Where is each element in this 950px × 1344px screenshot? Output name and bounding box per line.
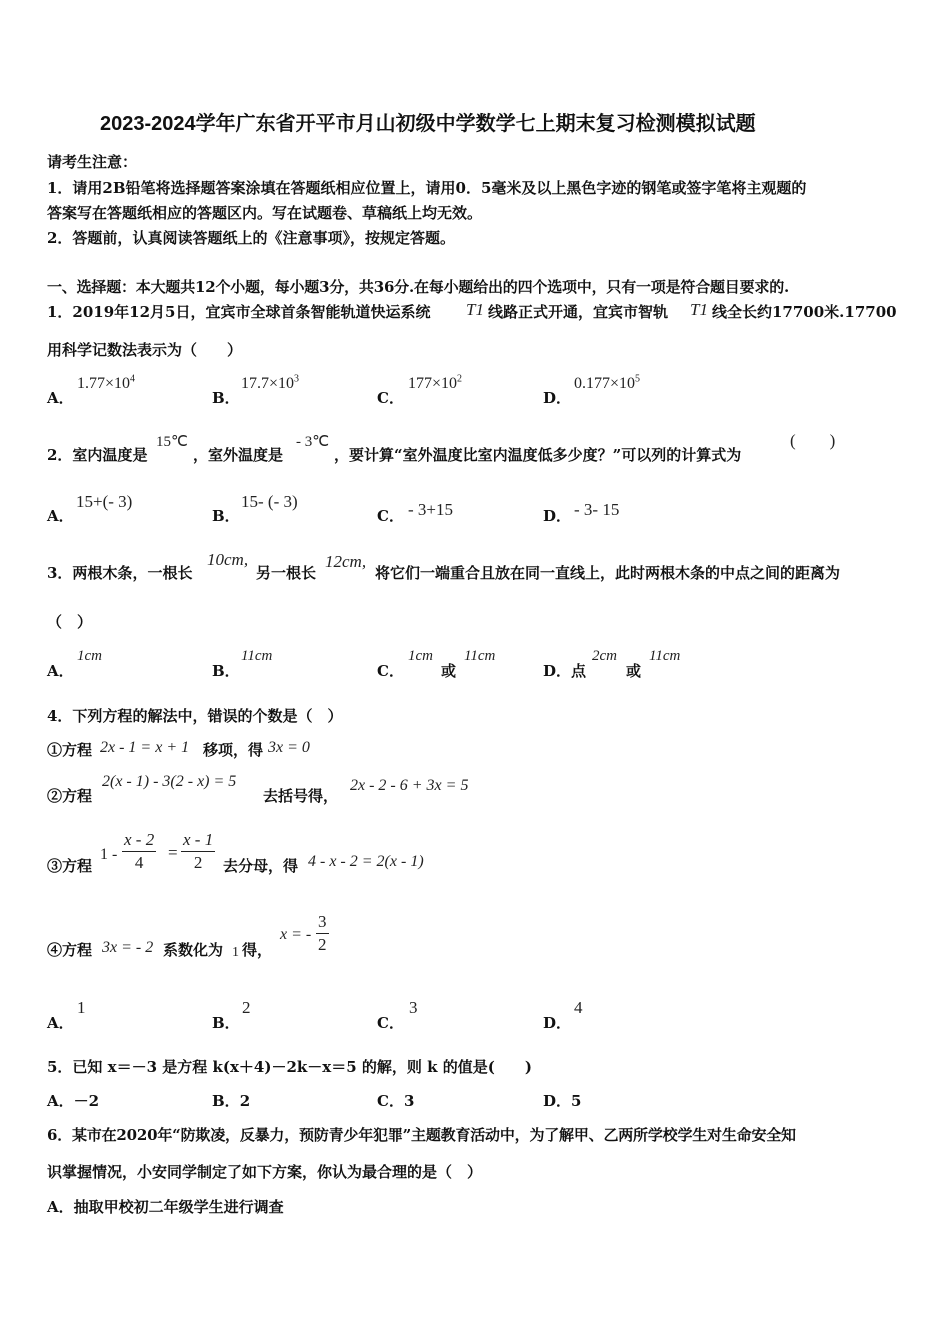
q4-option-d-value: 4 <box>574 998 583 1017</box>
q2-option-b-label: B． <box>212 507 240 525</box>
q3-text-1: 3．两根木条，一根长 <box>47 564 193 582</box>
q1-option-c-label: C． <box>377 389 404 407</box>
q4-option-c-label: C． <box>377 1014 404 1032</box>
q3-option-c-label: C． <box>377 662 404 680</box>
q4-s4-numerator: 3 <box>316 912 329 934</box>
q4-s2-prefix: ②方程 <box>47 787 93 805</box>
page-title: 2023-2024学年广东省开平市月山初级中学数学七上期末复习检测模拟试题 <box>100 113 756 135</box>
q2-text-2: ，室外温度是 <box>193 446 284 464</box>
q6-option-a: A．抽取甲校初二年级学生进行调查 <box>47 1198 284 1216</box>
q4-option-b-value: 2 <box>242 998 251 1017</box>
q3-option-b-label: B． <box>212 662 240 680</box>
q3-option-c-or: 或 <box>441 662 457 680</box>
q3-option-c-value-2: 11cm <box>464 648 496 664</box>
q3-option-b-value: 11cm <box>241 648 273 664</box>
q4-s4-equation: 3x = - 2 <box>102 939 154 956</box>
notice-line-1: 1．请用2B铅笔将选择题答案涂填在答题纸相应位置上，请用0．5毫米及以上黑色字迹的钢笔或签字笔将主观题的 <box>47 179 807 197</box>
q2-option-d-label: D． <box>543 507 572 525</box>
q2-option-a-value: 15+(- 3) <box>76 492 133 511</box>
q1-option-b-label: B． <box>212 389 240 407</box>
q4-s2-result: 2x - 2 - 6 + 3x = 5 <box>350 777 469 794</box>
q3-length-2: 12cm, <box>325 552 367 571</box>
q2-text-1: 2．室内温度是 <box>47 446 148 464</box>
q2-option-d-value: - 3- 15 <box>574 500 620 519</box>
q2-outside-temp: - 3℃ <box>296 434 330 450</box>
q3-option-d-label: D．点 <box>543 662 587 680</box>
q2-option-b-value: 15- (- 3) <box>241 492 298 511</box>
q4-s1-prefix: ①方程 <box>47 741 93 759</box>
q4-s4-denominator: 2 <box>318 935 327 954</box>
q5-option-c: C．3 <box>377 1092 415 1110</box>
q5-stem: 5．已知 x＝－3 是方程 k(x＋4)－2k－x＝5 的解，则 k 的值是( ) <box>47 1058 532 1076</box>
q4-s3-prefix: ③方程 <box>47 857 93 875</box>
q4-s2-equation: 2(x - 1) - 3(2 - x) = 5 <box>102 773 237 790</box>
q3-text-3: 将它们一端重合且放在同一直线上，此时两根木条的中点之间的距离为 <box>375 564 841 582</box>
q1-text-2: 线路正式开通，宜宾市智轨 <box>488 303 669 321</box>
q6-line-1: 6．某市在2020年“防欺凌，反暴力，预防青少年犯罪”主题教育活动中，为了解甲、乙两所学校学生对生命安全知 <box>47 1126 796 1144</box>
q4-s4-de: 得， <box>242 941 273 959</box>
q1-option-b-value: $17.7\times 10^3$ <box>241 373 300 392</box>
q4-s1-mid: 移项，得 <box>203 741 264 759</box>
q6-line-2: 识掌握情况，小安同学制定了如下方案，你认为最合理的是（ ） <box>47 1163 483 1181</box>
q4-s3-fraction-1 <box>122 830 156 873</box>
q3-option-c-value-1: 1cm <box>408 648 433 664</box>
q3-option-d-value-1: 2cm <box>592 648 617 664</box>
q2-option-c-value: - 3+15 <box>408 500 453 519</box>
q2-bracket: ( ) <box>790 431 836 450</box>
q3-text-2: 另一根长 <box>256 564 317 582</box>
q4-s3-numerator-2: x - 1 <box>181 830 215 852</box>
q5-option-b: B．2 <box>212 1092 251 1110</box>
q4-s4-result: x = - <box>280 926 312 943</box>
q4-s2-mid: 去括号得， <box>263 787 339 805</box>
q4-s3-numerator-1: x - 2 <box>122 830 156 852</box>
q2-inside-temp: 15℃ <box>156 434 188 450</box>
q4-s3-denominator-2: 2 <box>193 853 203 872</box>
q3-option-d-value-2: 11cm <box>649 648 681 664</box>
q4-s1-equation: 2x - 1 = x + 1 <box>100 739 190 756</box>
q1-option-d-value: $0.177\times 10^5$ <box>574 373 641 392</box>
q1-option-c-value: $177\times 10^2$ <box>408 373 463 392</box>
q4-option-a-label: A． <box>47 1014 74 1032</box>
q1-t1-b: T1 <box>690 300 708 319</box>
notice-line-3: 2．答题前，认真阅读答题纸上的《注意事项》，按规定答题。 <box>47 229 455 247</box>
q4-s4-one: 1 <box>232 945 239 960</box>
q4-stem: 4．下列方程的解法中，错误的个数是（ ） <box>47 707 343 725</box>
q1-option-a-label: A． <box>47 389 74 407</box>
notice-line-2: 答案写在答题纸相应的答题区内。写在试题卷、草稿纸上均无效。 <box>47 204 483 222</box>
q4-s3-denominator-1: 4 <box>134 853 144 872</box>
q3-option-a-value: 1cm <box>77 648 102 664</box>
q1-option-d-label: D． <box>543 389 572 407</box>
q4-s1-result: 3x = 0 <box>268 739 310 756</box>
q1-text-1: 1．2019年12月5日，宜宾市全球首条智能轨道快运系统 <box>47 303 431 321</box>
q1-text-line2: 用科学记数法表示为（ ） <box>47 341 243 359</box>
q1-text-3: 线全长约17700米.17700 <box>712 303 897 321</box>
q3-option-a-label: A． <box>47 662 74 680</box>
q4-s3-one: 1 - <box>100 846 118 863</box>
q4-option-d-label: D． <box>543 1014 572 1032</box>
q1-option-a-value: $1.77\times 10^4$ <box>77 373 136 392</box>
q2-option-a-label: A． <box>47 507 74 525</box>
q2-text-3: ，要计算“室外温度比室内温度低多少度？”可以列的计算式为 <box>334 446 742 464</box>
q1-t1-a: T1 <box>466 300 484 319</box>
q4-s3-mid: 去分母，得 <box>223 857 299 875</box>
q5-option-a: A．－2 <box>47 1092 100 1110</box>
section-heading: 一、选择题：本大题共12个小题，每小题3分，共36分.在每小题给出的四个选项中，只有一项是符合题目要求的. <box>47 278 790 296</box>
q4-s3-equals: = <box>168 843 178 862</box>
q3-option-d-or: 或 <box>626 662 642 680</box>
q4-option-b-label: B． <box>212 1014 240 1032</box>
notice-heading: 请考生注意： <box>47 153 138 171</box>
q4-s4-fraction <box>316 912 329 955</box>
q4-s4-prefix: ④方程 <box>47 941 93 959</box>
q3-length-1: 10cm, <box>207 550 249 569</box>
q4-s3-result: 4 - x - 2 = 2(x - 1) <box>308 853 424 870</box>
q2-option-c-label: C． <box>377 507 404 525</box>
q4-s4-mid: 系数化为 <box>163 941 224 959</box>
q3-text-line2: （ ） <box>47 613 93 631</box>
q4-option-a-value: 1 <box>77 998 86 1017</box>
q5-option-d: D．5 <box>543 1092 582 1110</box>
q4-option-c-value: 3 <box>409 998 418 1017</box>
q4-s3-fraction-2 <box>181 830 215 873</box>
